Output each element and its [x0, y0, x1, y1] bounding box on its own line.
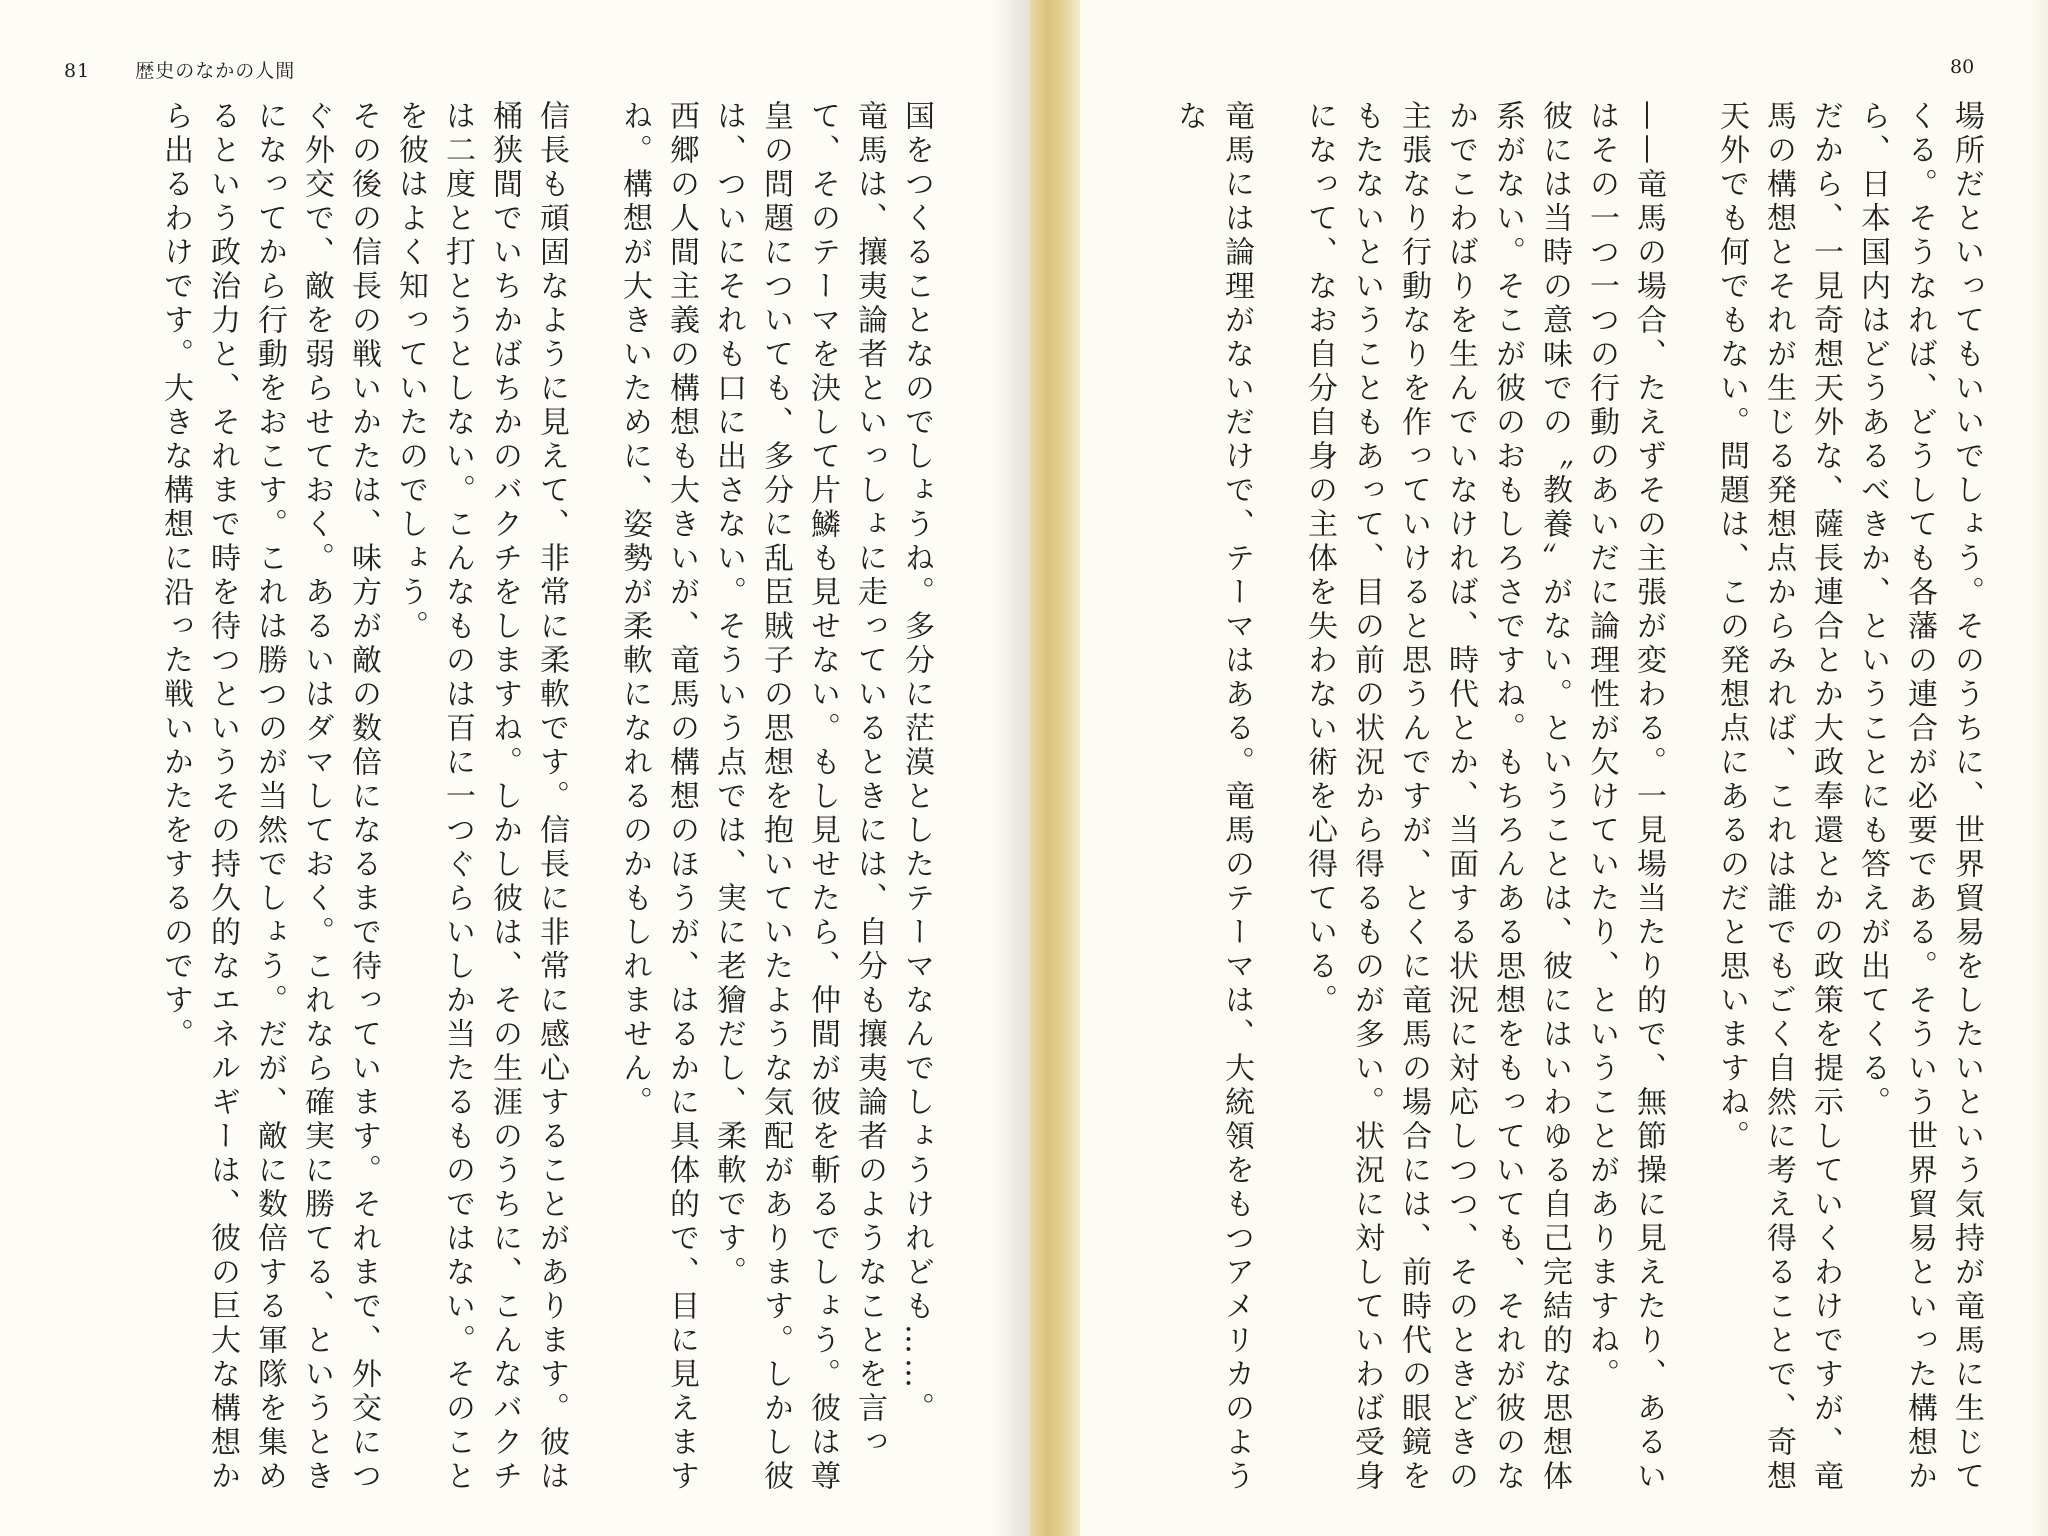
paragraph: ——竜馬の場合、たえずその主張が変わる。一見場当たり的で、無節操に見えたり、あるいはその一つ一つの行動のあいだに論理性が欠けていたり、ということがありますね。: [1584, 100, 1666, 1494]
left-page-body: [60, 100, 940, 1520]
running-title: 歴史のなかの人間: [135, 60, 296, 82]
right-page-header: [1950, 56, 1974, 78]
right-page-body: [1110, 100, 1990, 1520]
paragraph: 場所だといってもいいでしょう。そのうちに、世界貿易をしたいという気持が竜馬に生じてくる。そうなれば、どうしても各藩の連合が必要である。そういう世界貿易といった構想から、日本国内はどうあるべきか、ということにも答えが出てくる。: [1855, 100, 1984, 1494]
paragraph: 竜馬は、攘夷論者といっしょに走っているときには、自分も攘夷論者のようなことを言って、そのテーマを決して片鱗も見せない。もし見せたら、仲間が彼を斬るでしょう。彼は尊皇の問題についても、多分に乱臣賊子の思想を抱いていたような気配があります。しかし彼は、ついにそれも口に出さない。そういう点では、実に老獪だし、柔軟です。: [711, 100, 887, 1494]
left-page-header: [64, 56, 295, 83]
paragraph: だから、一見奇想天外な、薩長連合とか大政奉還とかの政策を提示していくわけですが、竜馬の構想とそれが生じる発想点からみれば、これは誰でもごく自然に考え得ることで、奇想天外でも何でもない。問題は、この発想点にあるのだと思いますね。: [1714, 100, 1843, 1494]
paragraph: 竜馬には論理がないだけで、テーマはある。竜馬のテーマは、大統領をもつアメリカのような: [1172, 100, 1254, 1494]
right-page-number: 80: [1950, 56, 1975, 78]
paragraph: 彼には当時の意味での〝教養〟がない。ということは、彼にはいわゆる自己完結的な思想体系がない。そこが彼のおもしろさですね。もちろんある思想をもっていても、それが彼のなかでこわばりを生んでいなければ、時代とか、当面する状況に対応しつつ、そのときどきの主張なり行動なりを作っていけると思うんですが、とくに竜馬の場合には、前時代の眼鏡をもたないということもあって、目の前の状況から得るものが多い。状況に対していわば受身になって、なお自分自身の主体を失わない術を心得ている。: [1302, 100, 1572, 1494]
paragraph: 西郷の人間主義の構想も大きいが、竜馬の構想のほうが、はるかに具体的で、目に見えますね。構想が大きいために、姿勢が柔軟になれるのかもしれません。: [617, 100, 699, 1494]
paragraph: 国をつくることなのでしょうね。多分に茫漠としたテーマなんでしょうけれども……。: [899, 100, 934, 1426]
page-edge: [2030, 0, 2048, 1536]
book-spine: [1030, 0, 1080, 1536]
paragraph: 信長も頑固なように見えて、非常に柔軟です。信長に非常に感心することがあります。彼は桶狭間でいちかばちかのバクチをしますね。しかし彼は、その生涯のうちに、こんなバクチは二度と打とうとしない。こんなものは百に一つぐらいしか当たるものではない。そのことを彼はよく知っていたのでしょう。: [393, 100, 569, 1494]
paragraph: その後の信長の戦いかたは、味方が敵の数倍になるまで待っています。それまで、外交につぐ外交で、敵を弱らせておく。あるいはダマしておく。これなら確実に勝てる、というときになってから行動をおこす。これは勝つのが当然でしょう。だが、敵に数倍する軍隊を集めるという政治力と、それまで時を待つというその持久的なエネルギーは、彼の巨大な構想から出るわけです。大きな構想に沿った戦いかたをするのです。: [158, 100, 381, 1494]
left-page-number: 81: [64, 60, 91, 82]
